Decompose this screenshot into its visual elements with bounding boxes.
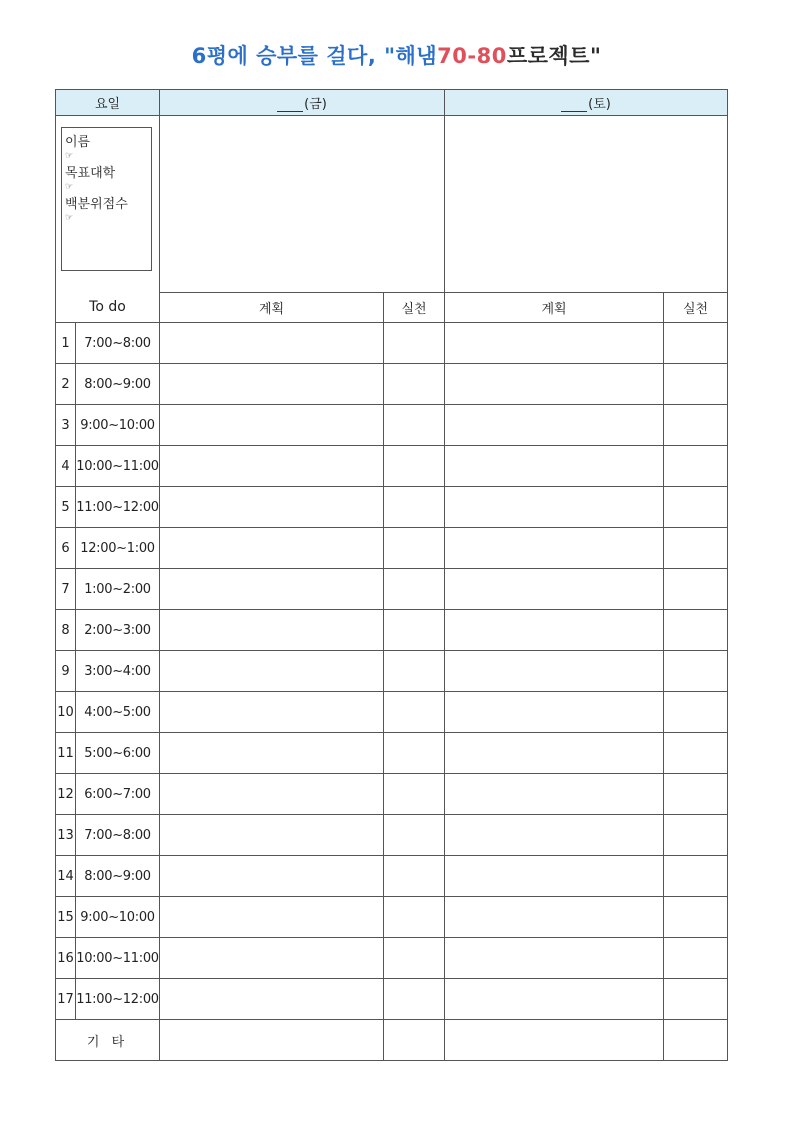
title-part-2: 70-80 bbox=[437, 44, 507, 68]
row-time: 8:00~9:00 bbox=[76, 856, 160, 897]
row-time: 10:00~11:00 bbox=[76, 446, 160, 487]
info-row bbox=[56, 116, 728, 293]
etc-label: 기 타 bbox=[56, 1020, 160, 1061]
day1-plan-cell[interactable] bbox=[160, 938, 384, 979]
day2-done-header: 실천 bbox=[664, 293, 728, 323]
row-number: 17 bbox=[56, 979, 76, 1020]
day2-plan-cell[interactable] bbox=[445, 610, 664, 651]
table-row bbox=[56, 815, 728, 856]
day1-plan-cell[interactable] bbox=[160, 815, 384, 856]
day1-plan-cell[interactable] bbox=[160, 364, 384, 405]
subheader-row bbox=[56, 293, 728, 323]
row-time: 9:00~10:00 bbox=[76, 405, 160, 446]
day1-done-cell[interactable] bbox=[384, 446, 445, 487]
table-row bbox=[56, 610, 728, 651]
day1-done-cell[interactable] bbox=[384, 651, 445, 692]
row-time: 1:00~2:00 bbox=[76, 569, 160, 610]
percentile-pointer-icon: ☞ bbox=[65, 213, 74, 223]
day1-plan-cell[interactable] bbox=[160, 323, 384, 364]
day1-done-cell[interactable] bbox=[384, 364, 445, 405]
row-time: 11:00~12:00 bbox=[76, 487, 160, 528]
row-number: 13 bbox=[56, 815, 76, 856]
row-number: 11 bbox=[56, 733, 76, 774]
day1-done-cell[interactable] bbox=[384, 856, 445, 897]
day1-done-cell[interactable] bbox=[384, 323, 445, 364]
day1-plan-cell[interactable] bbox=[160, 692, 384, 733]
day2-done-cell[interactable] bbox=[664, 938, 728, 979]
day1-done-cell[interactable] bbox=[384, 528, 445, 569]
row-number: 9 bbox=[56, 651, 76, 692]
row-time: 11:00~12:00 bbox=[76, 979, 160, 1020]
row-time: 10:00~11:00 bbox=[76, 938, 160, 979]
day1-done-cell[interactable] bbox=[384, 979, 445, 1020]
day2-plan-cell[interactable] bbox=[445, 733, 664, 774]
day2-plan-cell[interactable] bbox=[445, 938, 664, 979]
day1-plan-cell[interactable] bbox=[160, 651, 384, 692]
day2-done-cell[interactable] bbox=[664, 692, 728, 733]
day1-plan-cell[interactable] bbox=[160, 856, 384, 897]
table-row bbox=[56, 938, 728, 979]
day2-memo-area[interactable] bbox=[445, 116, 728, 293]
row-time: 2:00~3:00 bbox=[76, 610, 160, 651]
table-row bbox=[56, 856, 728, 897]
table-row bbox=[56, 487, 728, 528]
day2-etc-plan-cell[interactable] bbox=[445, 1020, 664, 1061]
day2-etc-done-cell[interactable] bbox=[664, 1020, 728, 1061]
row-time: 7:00~8:00 bbox=[76, 323, 160, 364]
etc-row bbox=[56, 1020, 728, 1061]
name-label: 이름 bbox=[65, 135, 91, 150]
day2-plan-cell[interactable] bbox=[445, 897, 664, 938]
table-row bbox=[56, 692, 728, 733]
day2-done-cell[interactable] bbox=[664, 774, 728, 815]
day2-done-cell[interactable] bbox=[664, 733, 728, 774]
day2-label: (토) bbox=[588, 97, 611, 112]
row-time: 6:00~7:00 bbox=[76, 774, 160, 815]
row-time: 3:00~4:00 bbox=[76, 651, 160, 692]
day2-plan-cell[interactable] bbox=[445, 774, 664, 815]
day1-done-cell[interactable] bbox=[384, 405, 445, 446]
planner-table bbox=[55, 89, 728, 1061]
table-row bbox=[56, 323, 728, 364]
day2-plan-cell[interactable] bbox=[445, 979, 664, 1020]
day2-done-cell[interactable] bbox=[664, 446, 728, 487]
day-label: 요일 bbox=[56, 90, 160, 116]
day2-done-cell[interactable] bbox=[664, 528, 728, 569]
day2-header[interactable] bbox=[445, 90, 728, 116]
table-row bbox=[56, 446, 728, 487]
day2-plan-cell[interactable] bbox=[445, 815, 664, 856]
day2-done-cell[interactable] bbox=[664, 979, 728, 1020]
table-row bbox=[56, 569, 728, 610]
row-time: 4:00~5:00 bbox=[76, 692, 160, 733]
day2-plan-cell[interactable] bbox=[445, 569, 664, 610]
day2-plan-cell[interactable] bbox=[445, 651, 664, 692]
goal-pointer-icon: ☞ bbox=[65, 182, 74, 192]
day2-date-blank[interactable] bbox=[561, 98, 587, 112]
row-time: 8:00~9:00 bbox=[76, 364, 160, 405]
day1-done-cell[interactable] bbox=[384, 897, 445, 938]
row-number: 8 bbox=[56, 610, 76, 651]
day2-done-cell[interactable] bbox=[664, 856, 728, 897]
row-number: 16 bbox=[56, 938, 76, 979]
name-pointer-icon: ☞ bbox=[65, 151, 74, 161]
day1-etc-plan-cell[interactable] bbox=[160, 1020, 384, 1061]
row-time: 12:00~1:00 bbox=[76, 528, 160, 569]
table-row bbox=[56, 651, 728, 692]
day1-plan-cell[interactable] bbox=[160, 979, 384, 1020]
day2-plan-cell[interactable] bbox=[445, 487, 664, 528]
day1-plan-cell[interactable] bbox=[160, 733, 384, 774]
row-number: 2 bbox=[56, 364, 76, 405]
day2-plan-cell[interactable] bbox=[445, 692, 664, 733]
day1-plan-cell[interactable] bbox=[160, 569, 384, 610]
day1-date-blank[interactable] bbox=[277, 98, 303, 112]
day2-plan-cell[interactable] bbox=[445, 528, 664, 569]
day2-plan-cell[interactable] bbox=[445, 323, 664, 364]
day2-plan-cell[interactable] bbox=[445, 446, 664, 487]
student-info-cell bbox=[56, 116, 160, 293]
row-number: 7 bbox=[56, 569, 76, 610]
day1-plan-cell[interactable] bbox=[160, 405, 384, 446]
day1-plan-cell[interactable] bbox=[160, 774, 384, 815]
day1-done-cell[interactable] bbox=[384, 487, 445, 528]
day1-done-header: 실천 bbox=[384, 293, 445, 323]
day2-done-cell[interactable] bbox=[664, 897, 728, 938]
day1-label: (금) bbox=[304, 97, 327, 112]
day2-plan-cell[interactable] bbox=[445, 364, 664, 405]
row-number: 3 bbox=[56, 405, 76, 446]
row-time: 7:00~8:00 bbox=[76, 815, 160, 856]
table-row bbox=[56, 405, 728, 446]
table-row bbox=[56, 528, 728, 569]
day1-plan-cell[interactable] bbox=[160, 610, 384, 651]
day1-plan-cell[interactable] bbox=[160, 897, 384, 938]
day2-plan-cell[interactable] bbox=[445, 856, 664, 897]
title-part-1: 6평에 승부를 걸다, "해냄 bbox=[191, 44, 438, 68]
row-time: 9:00~10:00 bbox=[76, 897, 160, 938]
day1-done-cell[interactable] bbox=[384, 610, 445, 651]
row-number: 5 bbox=[56, 487, 76, 528]
day2-done-cell[interactable] bbox=[664, 405, 728, 446]
day1-done-cell[interactable] bbox=[384, 815, 445, 856]
day1-plan-cell[interactable] bbox=[160, 446, 384, 487]
row-number: 6 bbox=[56, 528, 76, 569]
day1-done-cell[interactable] bbox=[384, 692, 445, 733]
row-time: 5:00~6:00 bbox=[76, 733, 160, 774]
day2-done-cell[interactable] bbox=[664, 569, 728, 610]
student-info-box bbox=[61, 127, 152, 271]
day1-plan-cell[interactable] bbox=[160, 487, 384, 528]
header-row bbox=[56, 90, 728, 116]
day1-etc-done-cell[interactable] bbox=[384, 1020, 445, 1061]
day1-done-cell[interactable] bbox=[384, 733, 445, 774]
day2-done-cell[interactable] bbox=[664, 815, 728, 856]
day1-plan-header: 계획 bbox=[160, 293, 384, 323]
day1-done-cell[interactable] bbox=[384, 569, 445, 610]
row-number: 4 bbox=[56, 446, 76, 487]
table-row bbox=[56, 979, 728, 1020]
todo-label: To do bbox=[56, 293, 160, 323]
day2-done-cell[interactable] bbox=[664, 610, 728, 651]
row-number: 12 bbox=[56, 774, 76, 815]
day2-done-cell[interactable] bbox=[664, 651, 728, 692]
day2-plan-cell[interactable] bbox=[445, 405, 664, 446]
table-row bbox=[56, 774, 728, 815]
percentile-label: 백분위점수 bbox=[65, 197, 128, 212]
table-row bbox=[56, 897, 728, 938]
row-number: 15 bbox=[56, 897, 76, 938]
day2-plan-header: 계획 bbox=[445, 293, 664, 323]
title-part-3: 프로젝트" bbox=[506, 44, 602, 68]
row-number: 14 bbox=[56, 856, 76, 897]
page-title bbox=[0, 40, 793, 70]
row-number: 10 bbox=[56, 692, 76, 733]
goal-label: 목표대학 bbox=[65, 166, 116, 181]
day2-done-cell[interactable] bbox=[664, 487, 728, 528]
day1-done-cell[interactable] bbox=[384, 774, 445, 815]
table-row bbox=[56, 364, 728, 405]
day2-done-cell[interactable] bbox=[664, 323, 728, 364]
day1-plan-cell[interactable] bbox=[160, 528, 384, 569]
day1-header[interactable] bbox=[160, 90, 445, 116]
table-row bbox=[56, 733, 728, 774]
day1-memo-area[interactable] bbox=[160, 116, 445, 293]
row-number: 1 bbox=[56, 323, 76, 364]
day2-done-cell[interactable] bbox=[664, 364, 728, 405]
day1-done-cell[interactable] bbox=[384, 938, 445, 979]
